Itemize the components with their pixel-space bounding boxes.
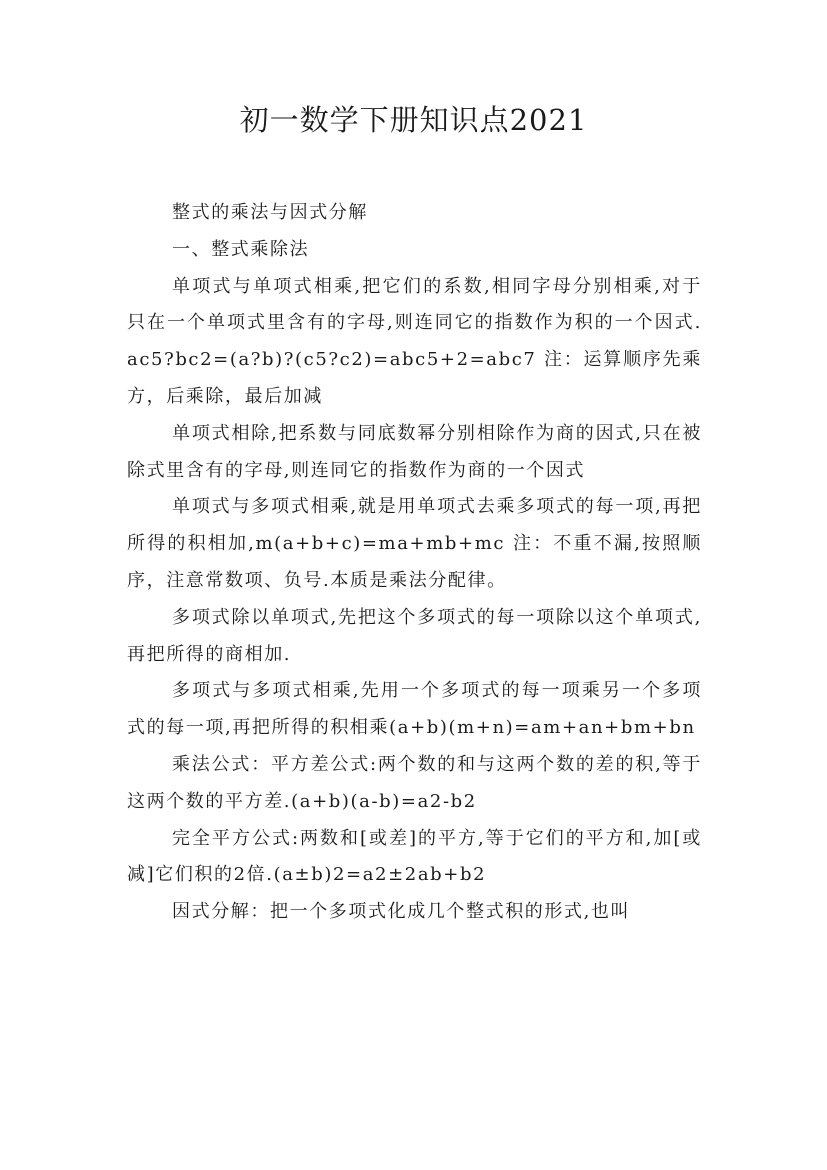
paragraph-monomial-multiplication: 单项式与单项式相乘,把它们的系数,相同字母分别相乘,对于只在一个单项式里含有的字母,则连同它的指数作为积的一个因式.ac5?bc2=(a?b)?(c5?c2)=abc5+2=abc7 注：运算顺序先乘方，后乘除，最后加减 (127, 275, 702, 407)
paragraph-polynomial-multiplication: 多项式与多项式相乘,先用一个多项式的每一项乘另一个多项式的每一项,再把所得的积相乘(a+b)(m+n)=am+an+bm+bn (127, 680, 702, 739)
paragraph-monomial-division: 单项式相除,把系数与同底数幂分别相除作为商的因式,只在被除式里含有的字母,则连同它的指数作为商的一个因式 (127, 422, 702, 481)
paragraph-perfect-square: 完全平方公式:两数和[或差]的平方,等于它们的平方和,加[或减]它们积的2倍.(a±b)2=a2±2ab+b2 (127, 827, 702, 886)
document-title: 初一数学下册知识点2021 (239, 103, 588, 137)
document-body (127, 195, 702, 931)
section-heading: 整式的乘法与因式分解 (172, 202, 368, 223)
paragraph-difference-of-squares: 乘法公式：平方差公式:两个数的和与这两个数的差的积,等于这两个数的平方差.(a+b)(a-b)=a2-b2 (127, 753, 702, 812)
subsection-heading: 一、整式乘除法 (172, 238, 310, 260)
paragraph-monomial-polynomial-multiplication: 单项式与多项式相乘,就是用单项式去乘多项式的每一项,再把所得的积相加,m(a+b+c)=ma+mb+mc 注：不重不漏,按照顺序，注意常数项、负号.本质是乘法分配律。 (127, 496, 702, 591)
paragraph-polynomial-monomial-division: 多项式除以单项式,先把这个多项式的每一项除以这个单项式,再把所得的商相加. (127, 606, 702, 665)
paragraph-factorization: 因式分解：把一个多项式化成几个整式积的形式,也叫 (172, 901, 631, 923)
